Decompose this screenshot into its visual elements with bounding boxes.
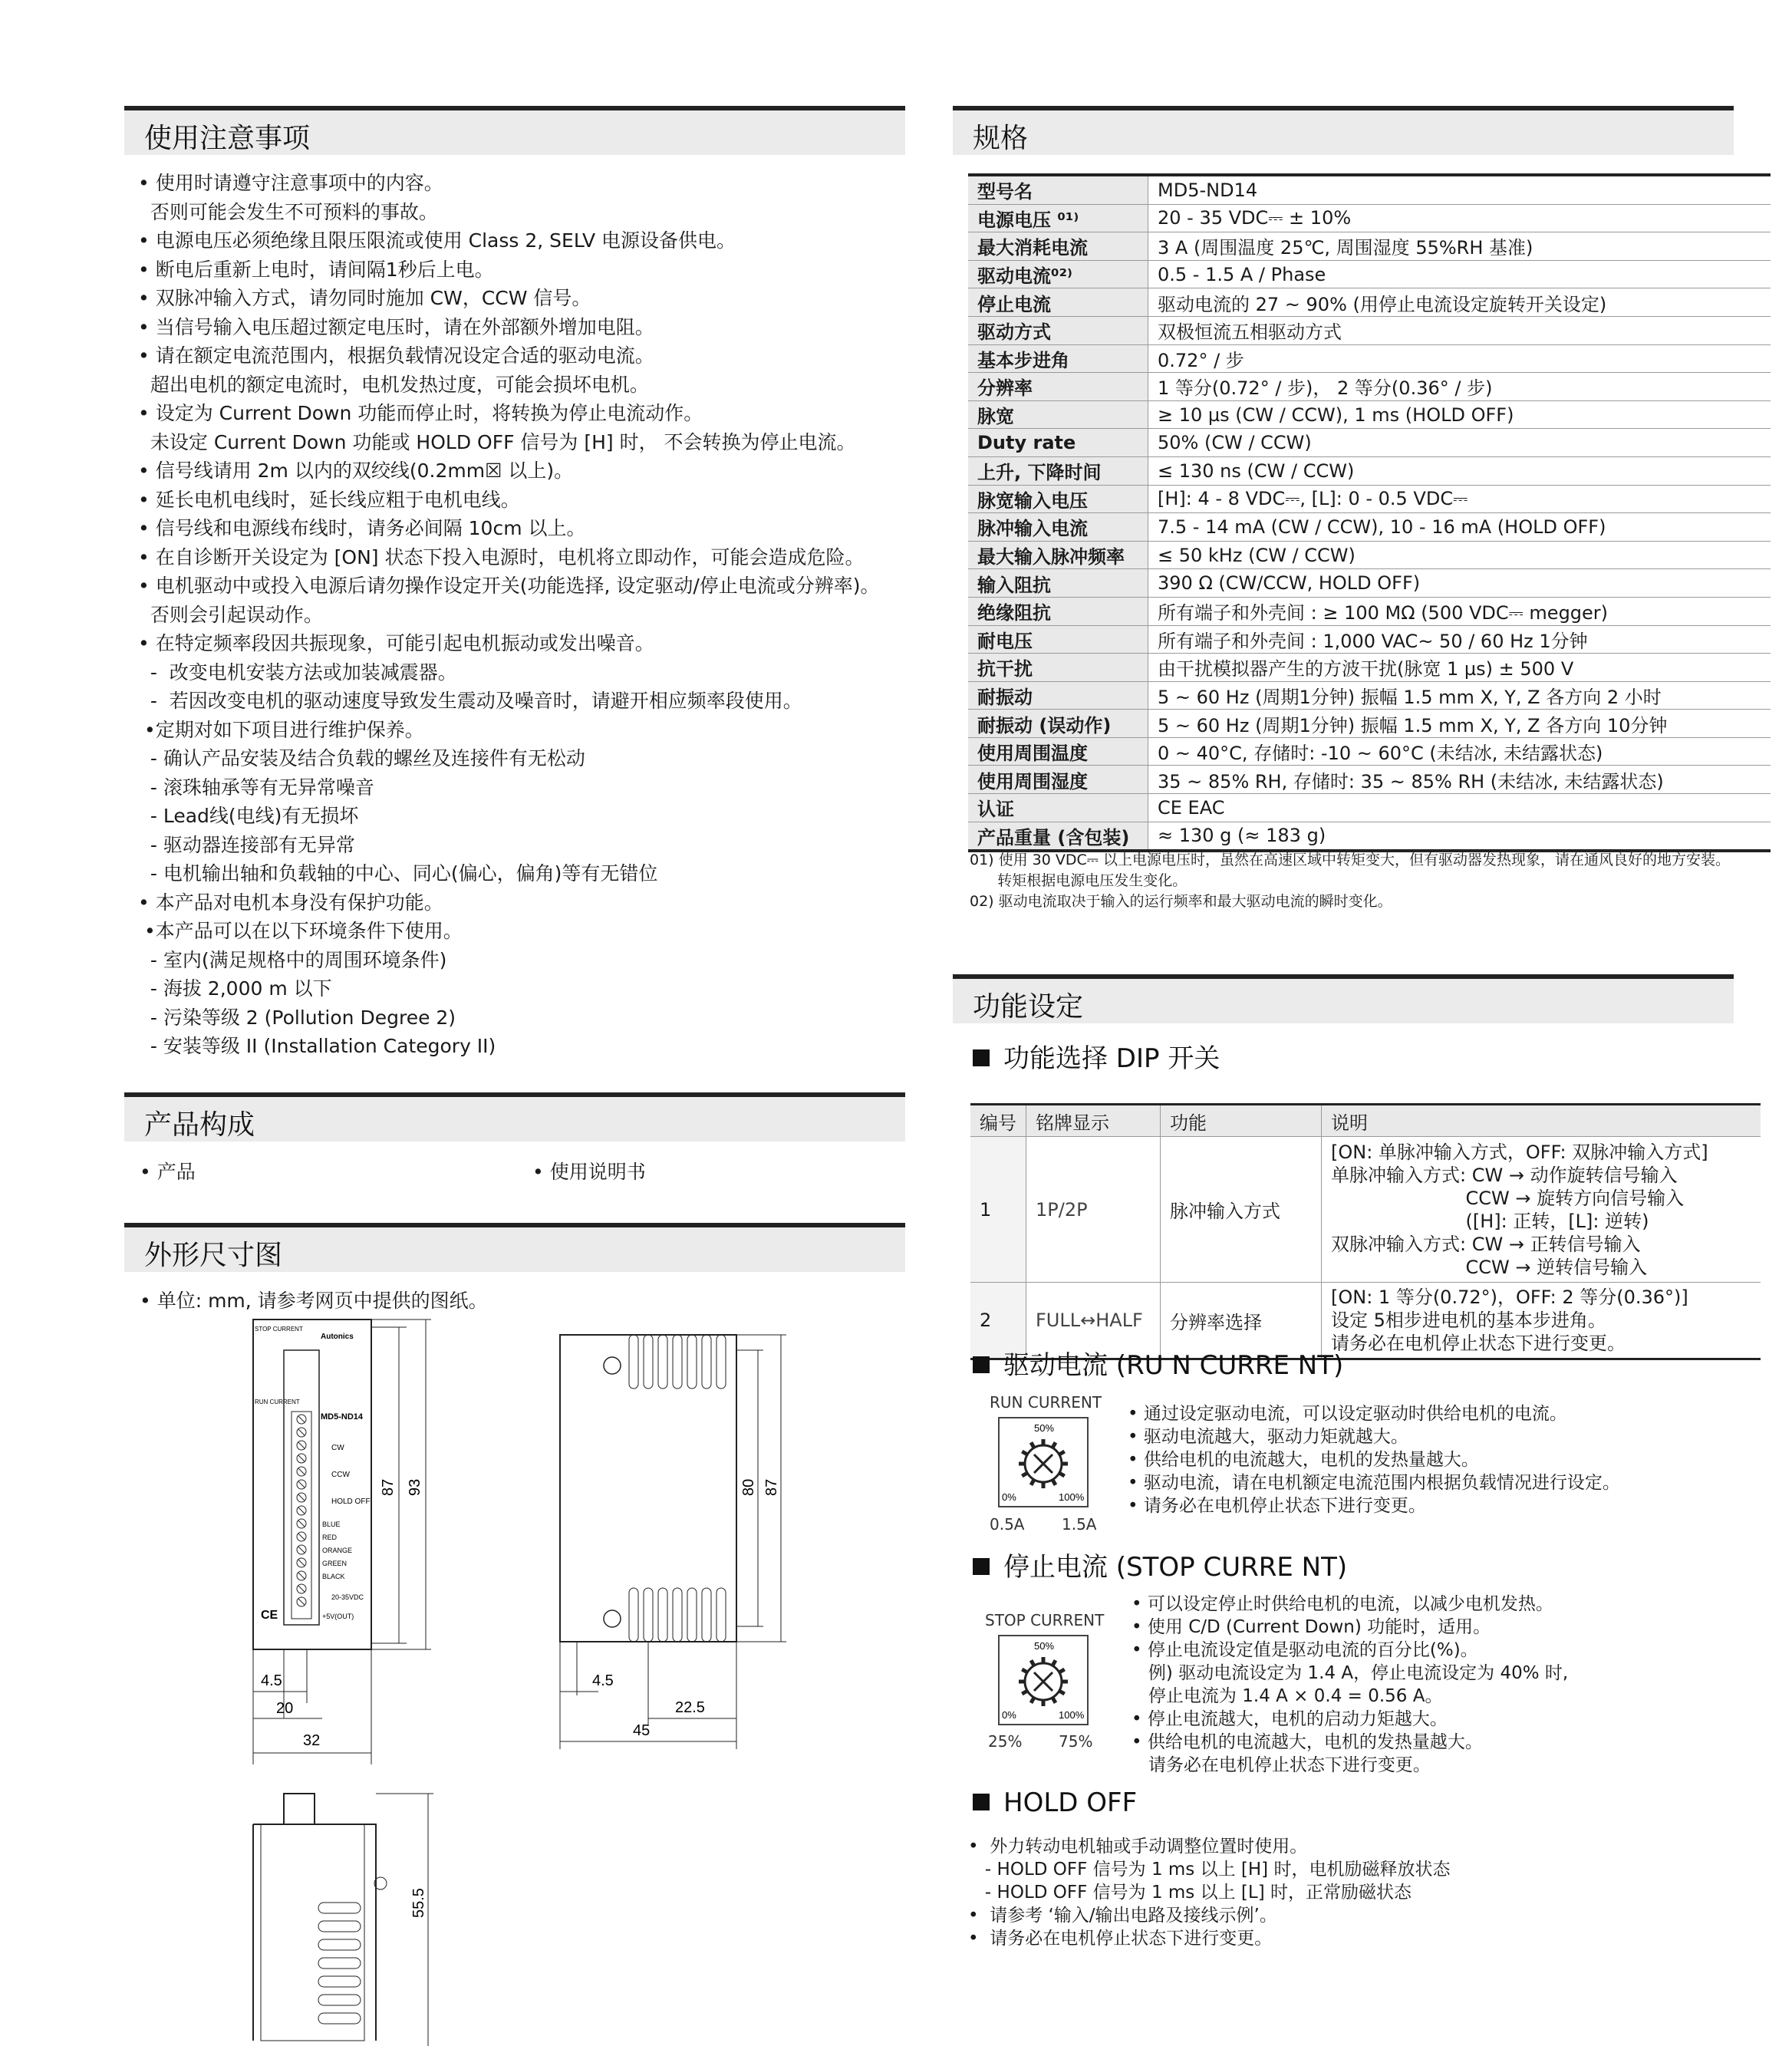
desc-line: ([H]: 正转，[L]: 逆转) xyxy=(1331,1210,1649,1232)
terminal-screw-icon xyxy=(297,1519,306,1528)
spec-key: 电源电压 ⁰¹⁾ xyxy=(968,204,1148,232)
spec-value: 390 Ω (CW/CCW, HOLD OFF) xyxy=(1148,569,1771,598)
section-header-cautions xyxy=(124,106,905,155)
list-item: • 可以设定停止时供给电机的电流，以减少电机发热。 xyxy=(1132,1594,1553,1614)
section-title: 产品构成 xyxy=(144,1109,255,1141)
list-item: • 请务必在电机停止状态下进行变更。 xyxy=(968,1929,1273,1949)
run-title-text: 驱动电流 (RU N CURRE NT) xyxy=(1003,1350,1344,1381)
square-bullet-icon xyxy=(973,1558,990,1575)
spec-value: 0.5 - 1.5 A / Phase xyxy=(1148,260,1771,288)
section-header-dimensions xyxy=(124,1223,905,1272)
terminal-screw-icon xyxy=(297,1571,306,1580)
label-red: RED xyxy=(322,1534,338,1541)
vent-slot xyxy=(318,1976,361,1987)
dip-label: FULL↔HALF xyxy=(1026,1283,1161,1359)
dim-h2: 87 xyxy=(763,1478,780,1496)
dial-hi: 100% xyxy=(1059,1709,1085,1721)
stop-current-dial xyxy=(997,1634,1089,1726)
section-header-functions xyxy=(953,974,1734,1023)
spec-key: 输入阻抗 xyxy=(968,569,1148,598)
spec-value: [H]: 4 - 8 VDC⎓, [L]: 0 - 0.5 VDC⎓ xyxy=(1148,485,1771,513)
terminal-screw-icon xyxy=(297,1545,306,1554)
dip-no: 1 xyxy=(970,1137,1026,1283)
heat-sink-fin xyxy=(716,1335,726,1642)
spec-key: 最大输入脉冲频率 xyxy=(968,541,1148,569)
heat-sink-fin xyxy=(673,1335,682,1642)
list-item: - 确认产品安装及结合负载的螺丝及连接件有无松动 xyxy=(138,747,585,769)
spec-value: ≥ 10 µs (CW / CCW), 1 ms (HOLD OFF) xyxy=(1148,400,1771,429)
ce-mark: CE xyxy=(261,1609,278,1622)
list-item: • 电机驱动中或投入电源后请勿操作设定开关(功能选择, 设定驱动/停止电流或分辨率)。 xyxy=(138,575,880,597)
terminal-screw-icon xyxy=(297,1493,306,1502)
spec-value: ≈ 130 g (≈ 183 g) xyxy=(1148,822,1771,851)
square-bullet-icon xyxy=(973,1049,990,1066)
dip-function: 脉冲输入方式 xyxy=(1161,1137,1322,1283)
vent-slot xyxy=(318,1921,361,1932)
spec-row xyxy=(968,597,1771,625)
list-item: - 污染等级 2 (Pollution Degree 2) xyxy=(138,1006,456,1029)
dim-h: 55.5 xyxy=(410,1888,427,1918)
dim-inner: 20 xyxy=(276,1700,294,1717)
list-item: 否则会引起误动作。 xyxy=(138,603,323,626)
spec-value: CE EAC xyxy=(1148,794,1771,822)
list-item: • 供给电机的电流越大，电机的发热量越大。 xyxy=(1132,1732,1483,1752)
list-item: - 安装等级 II (Installation Category II) xyxy=(138,1035,496,1057)
dial-lo: 0% xyxy=(1002,1491,1016,1503)
heat-sink-fin xyxy=(658,1335,667,1642)
hold-off-title xyxy=(973,1787,1137,1818)
dip-function: 分辨率选择 xyxy=(1161,1283,1322,1359)
spec-row xyxy=(968,569,1771,598)
list-item: 否则可能会发生不可预料的事故。 xyxy=(138,200,438,223)
hold-title-text: HOLD OFF xyxy=(1003,1787,1138,1818)
spec-value: 驱动电流的 27 ~ 90% (用停止电流设定旋转开关设定) xyxy=(1148,288,1771,317)
dim-h1: 80 xyxy=(740,1478,757,1496)
list-item: • 使用 C/D (Current Down) 功能时，适用。 xyxy=(1132,1617,1491,1637)
section-title: 功能设定 xyxy=(973,991,1084,1023)
spec-row xyxy=(968,232,1771,261)
spec-value: 35 ~ 85% RH, 存储时: 35 ~ 85% RH (未结冰, 未结露状态) xyxy=(1148,766,1771,794)
spec-key: 上升, 下降时间 xyxy=(968,456,1148,485)
dial-mid: 50% xyxy=(1034,1640,1055,1652)
vent-slot xyxy=(318,2013,361,2024)
spec-value: 双极恒流五相驱动方式 xyxy=(1148,316,1771,344)
spec-row xyxy=(968,681,1771,710)
list-item: •定期对如下项目进行维护保养。 xyxy=(138,718,424,741)
spec-value: MD5-ND14 xyxy=(1148,175,1771,204)
spec-value: 所有端子和外壳间 : 1,000 VAC~ 50 / 60 Hz 1分钟 xyxy=(1148,625,1771,654)
spec-value: ≤ 130 ns (CW / CCW) xyxy=(1148,456,1771,485)
list-item: • 电源电压必须绝缘且限压限流或使用 Class 2, SELV 电源设备供电。 xyxy=(138,229,736,252)
spec-note: 01) 使用 30 VDC⎓ 以上电源电压时，虽然在高速区域中转矩变大，但有驱动器发热现象，请在通风良好的地方安装。 xyxy=(970,852,1730,868)
spec-key: 产品重量 (含包装) xyxy=(968,822,1148,851)
list-item: 未设定 Current Down 功能或 HOLD OFF 信号为 [H] 时， 不会转换为停止电流。 xyxy=(138,430,856,453)
label-blue: BLUE xyxy=(322,1520,341,1528)
dip-title xyxy=(973,1037,1220,1075)
spec-table xyxy=(968,173,1771,852)
spec-row xyxy=(968,737,1771,766)
dip-desc xyxy=(1322,1137,1761,1283)
terminal-screw-icon xyxy=(297,1597,306,1606)
terminal-screw-icon xyxy=(297,1428,306,1437)
spec-key: 耐振动 xyxy=(968,681,1148,710)
list-item: • 停止电流越大，电机的启动力矩越大。 xyxy=(1132,1709,1448,1729)
list-item: • 停止电流设定值是驱动电流的百分比(%)。 xyxy=(1132,1640,1478,1660)
caution-list xyxy=(138,169,880,1061)
spec-row xyxy=(968,288,1771,317)
col-function: 功能 xyxy=(1161,1105,1322,1137)
spec-key: 脉宽 xyxy=(968,400,1148,429)
label-brand: Autonics xyxy=(321,1333,354,1341)
spec-key: 脉宽输入电压 xyxy=(968,485,1148,513)
spec-note: 02) 驱动电流取决于输入的运行频率和最大驱动电流的瞬时变化。 xyxy=(970,893,1392,910)
label-stop-current: STOP CURRENT xyxy=(255,1326,303,1333)
desc-line: [ON: 1 等分(0.72°)，OFF: 2 等分(0.36°)] xyxy=(1331,1287,1688,1308)
terminal-screw-icon xyxy=(297,1415,306,1424)
spec-key: 脉冲输入电流 xyxy=(968,513,1148,542)
terminal-screw-icon xyxy=(297,1532,306,1541)
list-item: - 若因改变电机的驱动速度导致发生震动及噪音时，请避开相应频率段使用。 xyxy=(138,690,802,712)
heat-sink-fin xyxy=(702,1335,711,1642)
spec-value: 0.72° / 步 xyxy=(1148,344,1771,373)
list-item: • 驱动电流越大，驱动力矩就越大。 xyxy=(1128,1427,1408,1447)
spec-value: 20 - 35 VDC⎓ ± 10% xyxy=(1148,204,1771,232)
run-current-dial xyxy=(997,1416,1089,1508)
heat-sink-fin xyxy=(687,1335,697,1642)
section-title: 外形尺寸图 xyxy=(144,1240,283,1271)
spec-key: 耐振动 (误动作) xyxy=(968,710,1148,738)
desc-line: [ON: 单脉冲输入方式，OFF: 双脉冲输入方式] xyxy=(1331,1141,1708,1163)
run-current-list xyxy=(1128,1402,1620,1517)
desc-line: 设定 5相步进电机的基本步进角。 xyxy=(1331,1310,1606,1331)
stop-current-list xyxy=(1132,1593,1568,1777)
terminal-screw-icon xyxy=(297,1506,306,1515)
spec-row xyxy=(968,710,1771,738)
spec-key: 耐电压 xyxy=(968,625,1148,654)
spec-key: 认证 xyxy=(968,794,1148,822)
label-vdc: 20-35VDC xyxy=(331,1593,364,1601)
dim-inner: 22.5 xyxy=(675,1699,705,1716)
spec-key: 抗干扰 xyxy=(968,654,1148,682)
spec-row xyxy=(968,316,1771,344)
label-orange: ORANGE xyxy=(322,1547,353,1554)
spec-row xyxy=(968,373,1771,401)
terminal-screw-icon xyxy=(297,1584,306,1593)
spec-value: 0 ~ 40°C, 存储时: -10 ~ 60°C (未结冰, 未结露状态) xyxy=(1148,737,1771,766)
spec-key: 绝缘阻抗 xyxy=(968,597,1148,625)
list-item: • 双脉冲输入方式，请勿同时施加 CW，CCW 信号。 xyxy=(138,287,591,309)
spec-row xyxy=(968,456,1771,485)
spec-value: 1 等分(0.72° / 步)， 2 等分(0.36° / 步) xyxy=(1148,373,1771,401)
spec-row xyxy=(968,794,1771,822)
list-item: - 电机输出轴和负载轴的中心、同心(偏心，偏角)等有无错位 xyxy=(138,862,658,885)
vent-slot xyxy=(318,1995,361,2005)
section-title: 使用注意事项 xyxy=(144,123,311,154)
dim-h2: 93 xyxy=(407,1478,423,1496)
label-cw: CW xyxy=(331,1444,344,1452)
label-black: BLACK xyxy=(322,1573,345,1580)
square-bullet-icon xyxy=(973,1356,990,1373)
dial-lo: 0% xyxy=(1002,1709,1016,1721)
spec-value: 5 ~ 60 Hz (周期1分钟) 振幅 1.5 mm X, Y, Z 各方向 10分钟 xyxy=(1148,710,1771,738)
list-item: - 驱动器连接部有无异常 xyxy=(138,833,355,856)
list-item: - HOLD OFF 信号为 1 ms 以上 [L] 时，正常励磁状态 xyxy=(968,1883,1412,1903)
spec-row xyxy=(968,175,1771,204)
list-item: - 滚珠轴承等有无异常噪音 xyxy=(138,776,374,799)
desc-line: 单脉冲输入方式: CW → 动作旋转信号输入 xyxy=(1331,1164,1678,1186)
list-item: • 在特定频率段因共振现象，可能引起电机振动或发出噪音。 xyxy=(138,632,654,654)
list-item: • 请在额定电流范围内，根据负载情况设定合适的驱动电流。 xyxy=(138,344,654,367)
list-item: - 海拔 2,000 m 以下 xyxy=(138,977,332,1000)
section-title: 规格 xyxy=(973,123,1029,154)
list-item: • 信号线和电源线布线时，请务必间隔 10cm 以上。 xyxy=(138,517,586,539)
spec-key: 驱动方式 xyxy=(968,316,1148,344)
component-manual: • 使用说明书 xyxy=(532,1161,646,1183)
label-run-current: RUN CURRENT xyxy=(255,1399,300,1405)
dial-mid: 50% xyxy=(1034,1422,1055,1434)
list-item: - HOLD OFF 信号为 1 ms 以上 [H] 时，电机励磁释放状态 xyxy=(968,1860,1451,1880)
dip-title-text: 功能选择 DIP 开关 xyxy=(1003,1043,1220,1074)
label-hold-off: HOLD OFF xyxy=(331,1497,371,1506)
spec-key: 最大消耗电流 xyxy=(968,232,1148,261)
spec-row xyxy=(968,485,1771,513)
spec-key: 驱动电流⁰²⁾ xyxy=(968,260,1148,288)
list-item: 超出电机的额定电流时，电机发热过度，可能会损坏电机。 xyxy=(138,373,649,396)
vent-slot xyxy=(318,1939,361,1950)
dial-min: 0.5A xyxy=(990,1515,1025,1534)
spec-value: 所有端子和外壳间 : ≥ 100 MΩ (500 VDC⎓ megger) xyxy=(1148,597,1771,625)
desc-line: CCW → 逆转信号输入 xyxy=(1331,1256,1648,1278)
dim-h1: 87 xyxy=(380,1478,397,1496)
desc-line: CCW → 旋转方向信号输入 xyxy=(1331,1187,1685,1209)
list-item: • 供给电机的电流越大，电机的发热量越大。 xyxy=(1128,1450,1479,1470)
spec-row xyxy=(968,822,1771,851)
heat-sink-fin xyxy=(629,1335,638,1642)
list-item: • 延长电机电线时，延长线应粗于电机电线。 xyxy=(138,488,520,511)
list-item: • 驱动电流，请在电机额定电流范围内根据负载情况进行设定。 xyxy=(1128,1473,1620,1493)
dip-desc xyxy=(1322,1283,1761,1359)
hold-off-list xyxy=(968,1835,1450,1950)
list-item: - 改变电机安装方法或加装减震器。 xyxy=(138,661,457,684)
spec-row xyxy=(968,513,1771,542)
dial-label: RUN CURRENT xyxy=(990,1393,1102,1412)
spec-note: 转矩根据电源电压发生变化。 xyxy=(970,872,1188,889)
bottom-view-drawing xyxy=(245,1787,445,2046)
spec-row xyxy=(968,400,1771,429)
spec-key: 分辨率 xyxy=(968,373,1148,401)
label-green: GREEN xyxy=(322,1560,348,1567)
list-item: 例) 驱动电流设定为 1.4 A，停止电流设定为 40% 时, xyxy=(1132,1663,1569,1683)
spec-value: 3 A (周围温度 25℃, 周围湿度 55%RH 基准) xyxy=(1148,232,1771,261)
dial-max: 75% xyxy=(1059,1732,1093,1751)
square-bullet-icon xyxy=(973,1794,990,1810)
list-item: - 室内(满足规格中的周围环境条件) xyxy=(138,948,447,971)
dial-min: 25% xyxy=(988,1732,1023,1751)
spec-key: 使用周围温度 xyxy=(968,737,1148,766)
list-item: • 当信号输入电压超过额定电压时，请在外部额外增加电阻。 xyxy=(138,315,654,338)
spec-row xyxy=(968,429,1771,457)
list-item: • 本产品对电机本身没有保护功能。 xyxy=(138,891,443,914)
heat-sink-fin xyxy=(644,1335,653,1642)
spec-value: ≤ 50 kHz (CW / CCW) xyxy=(1148,541,1771,569)
list-item: - Lead线(电线)有无损坏 xyxy=(138,805,359,827)
terminal-screw-icon xyxy=(297,1441,306,1450)
list-item: • 使用时请遵守注意事项中的内容。 xyxy=(138,172,443,194)
dim-offset: 4.5 xyxy=(592,1672,614,1689)
component-product: • 产品 xyxy=(140,1161,196,1183)
vent-slot xyxy=(318,1958,361,1969)
spec-row xyxy=(968,204,1771,232)
section-header-components xyxy=(124,1092,905,1142)
label-ccw: CCW xyxy=(331,1471,350,1479)
list-item: • 信号线请用 2m 以内的双绞线(0.2mm☒ 以上)。 xyxy=(138,460,574,482)
spec-row xyxy=(968,766,1771,794)
front-view-drawing xyxy=(230,1304,460,1764)
label-model: MD5-ND14 xyxy=(321,1412,364,1422)
terminal-screw-icon xyxy=(297,1454,306,1463)
dim-total: 32 xyxy=(303,1732,321,1749)
col-label: 铭牌显示 xyxy=(1026,1105,1161,1137)
dim-total: 45 xyxy=(633,1722,651,1739)
section-header-specs xyxy=(953,106,1734,155)
spec-row xyxy=(968,541,1771,569)
dip-label: 1P/2P xyxy=(1026,1137,1161,1283)
dimensions-note: • 单位: mm, 请参考网页中提供的图纸。 xyxy=(140,1290,488,1312)
desc-line: 双脉冲输入方式: CW → 正转信号输入 xyxy=(1331,1233,1641,1255)
run-current-title xyxy=(973,1344,1343,1382)
list-item: • 请参考 ‘输入/输出电路及接线示例’。 xyxy=(968,1906,1277,1926)
terminal-screw-icon xyxy=(297,1480,306,1489)
dial-label: STOP CURRENT xyxy=(985,1611,1105,1629)
spec-value: 5 ~ 60 Hz (周期1分钟) 振幅 1.5 mm X, Y, Z 各方向 2 小时 xyxy=(1148,681,1771,710)
list-item: 请务必在电机停止状态下进行变更。 xyxy=(1132,1755,1431,1775)
col-desc: 说明 xyxy=(1322,1105,1761,1137)
spec-row xyxy=(968,344,1771,373)
spec-key: 基本步进角 xyxy=(968,344,1148,373)
desc-line: 请务必在电机停止状态下进行变更。 xyxy=(1331,1333,1626,1354)
spec-value: 由干扰模拟器产生的方波干扰(脉宽 1 µs) ± 500 V xyxy=(1148,654,1771,682)
side-view-drawing xyxy=(552,1304,798,1764)
spec-key: 型号名 xyxy=(968,175,1148,204)
list-item: • 通过设定驱动电流，可以设定驱动时供给电机的电流。 xyxy=(1128,1404,1567,1424)
stop-title-text: 停止电流 (STOP CURRE NT) xyxy=(1003,1552,1348,1583)
spec-value: 7.5 - 14 mA (CW / CCW), 10 - 16 mA (HOLD OFF) xyxy=(1148,513,1771,542)
dial-max: 1.5A xyxy=(1062,1515,1097,1534)
spec-key: 停止电流 xyxy=(968,288,1148,317)
terminal-screw-icon xyxy=(297,1558,306,1567)
spec-key: 使用周围湿度 xyxy=(968,766,1148,794)
dip-table xyxy=(970,1103,1761,1360)
vent-slot xyxy=(318,1903,361,1913)
col-no: 编号 xyxy=(970,1105,1026,1137)
dim-offset: 4.5 xyxy=(261,1672,282,1689)
list-item: • 在自诊断开关设定为 [ON] 状态下投入电源时，电机将立即动作，可能会造成危险。 xyxy=(138,545,865,568)
list-item: • 请务必在电机停止状态下进行变更。 xyxy=(1128,1496,1426,1516)
terminal-screw-icon xyxy=(297,1467,306,1476)
list-item: • 外力转动电机轴或手动调整位置时使用。 xyxy=(968,1837,1308,1857)
list-item: • 断电后重新上电时，请间隔1秒后上电。 xyxy=(138,258,494,281)
spec-key: Duty rate xyxy=(968,429,1148,457)
spec-row xyxy=(968,654,1771,682)
spec-row xyxy=(968,260,1771,288)
label-5v-out: +5V(OUT) xyxy=(322,1613,354,1620)
spec-value: 50% (CW / CCW) xyxy=(1148,429,1771,457)
dial-hi: 100% xyxy=(1059,1491,1085,1503)
list-item: 停止电流为 1.4 A × 0.4 = 0.56 A。 xyxy=(1132,1686,1443,1706)
list-item: •本产品可以在以下环境条件下使用。 xyxy=(138,920,463,942)
dip-no: 2 xyxy=(970,1283,1026,1359)
list-item: • 设定为 Current Down 功能而停止时，将转换为停止电流动作。 xyxy=(138,402,703,424)
stop-current-title xyxy=(973,1546,1347,1583)
spec-row xyxy=(968,625,1771,654)
